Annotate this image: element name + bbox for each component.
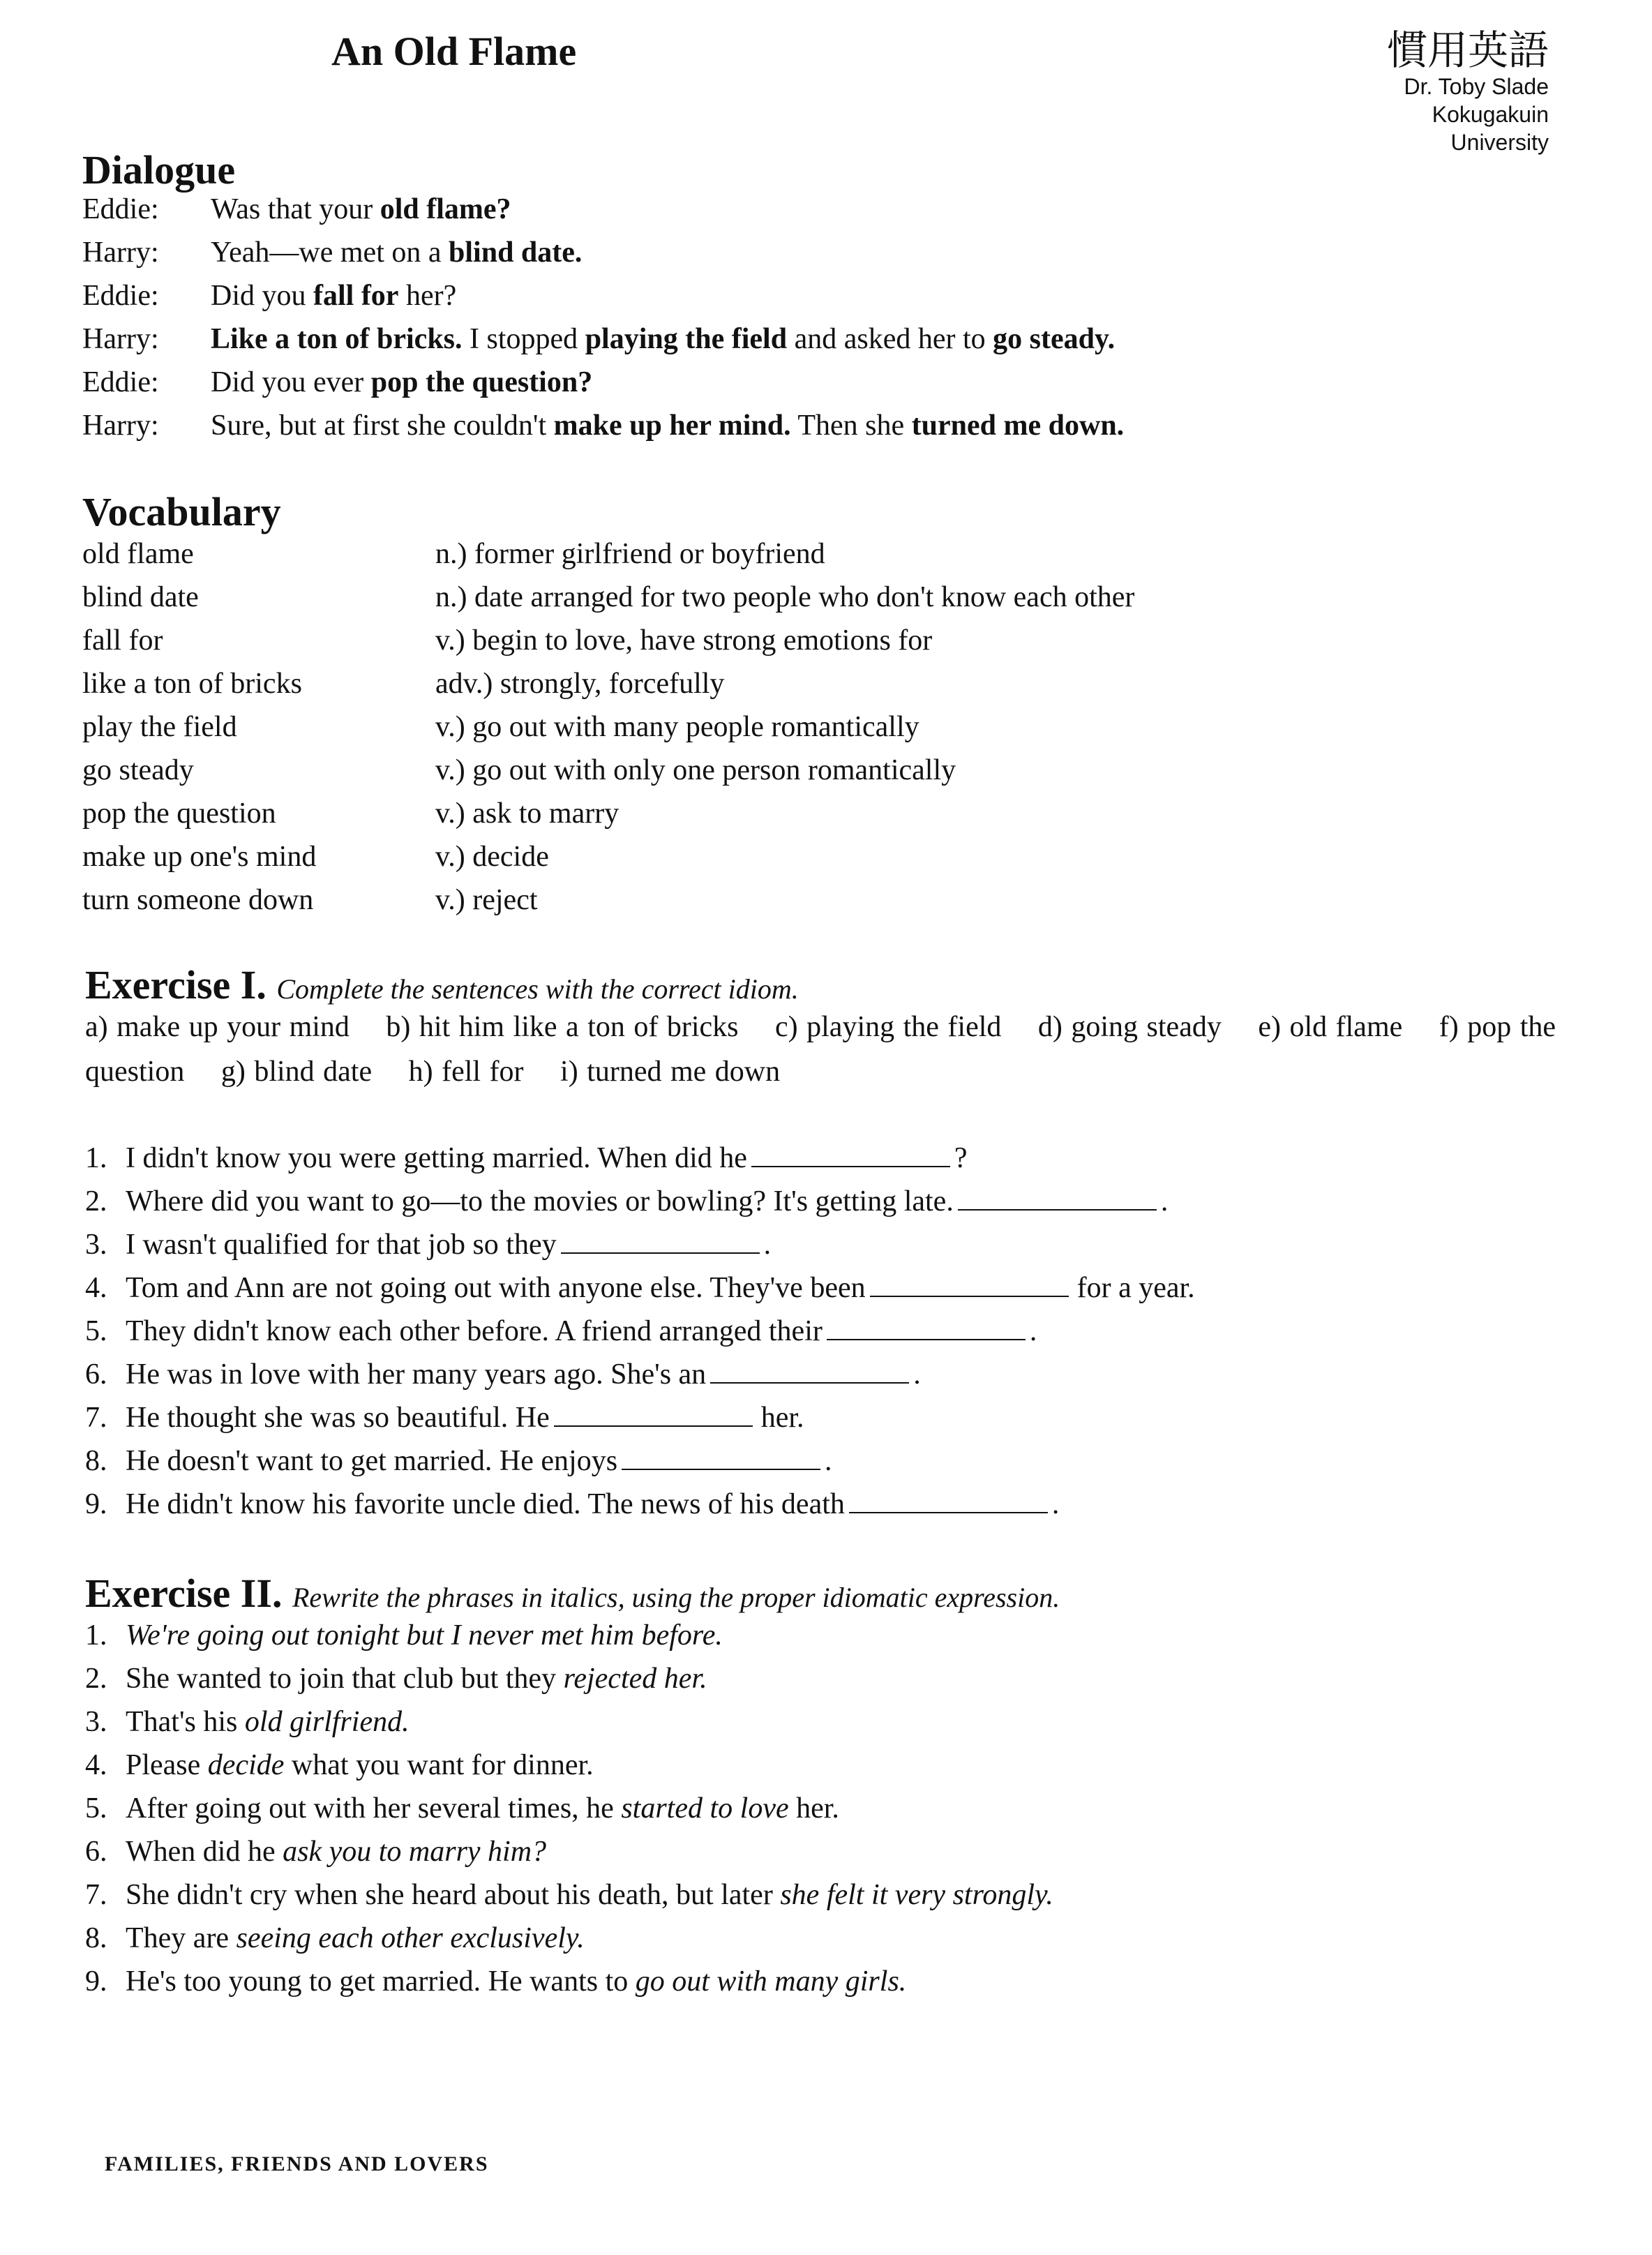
answer-blank xyxy=(561,1251,760,1254)
answer-blank xyxy=(622,1467,820,1470)
dialogue-line xyxy=(82,409,1124,452)
text-run: I stopped xyxy=(462,323,585,355)
italic-phrase: started to love xyxy=(621,1792,789,1825)
item-text: Tom and Ann are not going out with anyone else. They've been xyxy=(126,1272,866,1304)
idiom-choice: e) old flame xyxy=(1258,1011,1403,1043)
idiom-highlight: fall for xyxy=(313,280,399,312)
idiom-highlight: make up her mind. xyxy=(553,410,791,442)
exercise-1-item xyxy=(85,1358,1195,1401)
vocab-term: pop the question xyxy=(82,797,276,830)
item-text-after: . xyxy=(1160,1185,1169,1218)
dialogue-line xyxy=(82,236,1124,279)
dialogue-text xyxy=(211,322,1115,356)
idiom-choice: i) turned me down xyxy=(560,1056,781,1088)
exercise-1-heading: Exercise I. xyxy=(85,962,266,1007)
idiom-choice: g) blind date xyxy=(220,1056,373,1088)
italic-phrase: ask you to marry him? xyxy=(283,1836,547,1868)
course-name: 慣用英語 xyxy=(1386,27,1549,74)
speaker-label: Harry: xyxy=(82,323,159,355)
exercise-1-item xyxy=(85,1488,1195,1531)
item-text-after: ? xyxy=(954,1142,968,1174)
item-number: 5. xyxy=(85,1315,107,1347)
exercise-2-item xyxy=(85,1965,1053,2008)
exercise-1-item xyxy=(85,1228,1195,1271)
vocab-definition: n.) date arranged for two people who don't know each other xyxy=(435,581,1135,613)
idiom-highlight: Like a ton of bricks. xyxy=(211,323,463,355)
item-text-after: . xyxy=(763,1229,772,1261)
item-text-after: . xyxy=(1029,1315,1037,1347)
italic-phrase: We're going out tonight but I never met him before. xyxy=(126,1619,723,1651)
text-run: They are xyxy=(126,1922,236,1954)
vocab-definition: adv.) strongly, forcefully xyxy=(435,668,725,700)
item-text-after: for a year. xyxy=(1076,1272,1195,1304)
italic-phrase: old girlfriend. xyxy=(244,1706,410,1738)
vocab-definition: v.) go out with only one person romantically xyxy=(435,754,956,786)
item-number: 8. xyxy=(85,1445,107,1477)
answer-blank xyxy=(554,1424,753,1427)
speaker-label: Eddie: xyxy=(82,280,159,312)
speaker-label: Eddie: xyxy=(82,193,159,225)
dialogue-list xyxy=(82,193,1124,452)
dialogue-text xyxy=(211,279,456,313)
exercise-1-item xyxy=(85,1141,1195,1185)
text-run: Did you ever xyxy=(211,366,371,398)
item-text: Where did you want to go—to the movies or bowling? It's getting late. xyxy=(126,1185,954,1218)
item-text: They didn't know each other before. A friend arranged their xyxy=(126,1315,823,1347)
idiom-choice: c) playing the field xyxy=(775,1011,1002,1043)
exercise-2-item xyxy=(85,1662,1053,1705)
idiom-choice: h) fell for xyxy=(408,1056,524,1088)
vocab-row xyxy=(82,797,1134,840)
page-title: An Old Flame xyxy=(331,29,577,74)
vocab-term: like a ton of bricks xyxy=(82,668,302,700)
vocab-row xyxy=(82,840,1134,883)
page-footer: FAMILIES, FRIENDS AND LOVERS xyxy=(105,2152,489,2175)
item-number: 6. xyxy=(85,1836,107,1868)
dialogue-text xyxy=(211,366,592,399)
vocab-term: blind date xyxy=(82,581,199,613)
item-number: 3. xyxy=(85,1706,107,1738)
text-run: Did you xyxy=(211,280,313,312)
text-run: That's his xyxy=(126,1706,245,1738)
idiom-choice: b) hit him like a ton of bricks xyxy=(386,1011,739,1043)
dialogue-line xyxy=(82,322,1124,366)
text-run: He's too young to get married. He wants to xyxy=(126,1965,636,1998)
item-number: 9. xyxy=(85,1488,107,1520)
item-text: He was in love with her many years ago. She's an xyxy=(126,1358,707,1391)
item-number: 2. xyxy=(85,1663,107,1695)
exercise-1-choices xyxy=(85,1005,1585,1094)
vocab-definition: v.) reject xyxy=(435,884,538,916)
exercise-2-item xyxy=(85,1921,1053,1965)
speaker-label: Eddie: xyxy=(82,366,159,398)
vocab-definition: n.) former girlfriend or boyfriend xyxy=(435,538,825,570)
text-run: Then she xyxy=(790,410,912,442)
answer-blank xyxy=(751,1164,950,1167)
italic-phrase: rejected her. xyxy=(563,1663,707,1695)
answer-blank xyxy=(958,1208,1157,1211)
dialogue-line xyxy=(82,279,1124,322)
item-text: I didn't know you were getting married. When did he xyxy=(126,1142,747,1174)
exercise-1-item xyxy=(85,1271,1195,1314)
text-run: her. xyxy=(788,1792,839,1825)
exercise-1-item xyxy=(85,1314,1195,1358)
answer-blank xyxy=(849,1511,1048,1513)
dialogue-text xyxy=(211,236,582,269)
vocab-term: turn someone down xyxy=(82,884,314,916)
text-run: Yeah—we met on a xyxy=(211,237,449,269)
exercise-2-item xyxy=(85,1835,1053,1878)
exercise-1-item xyxy=(85,1401,1195,1444)
answer-blank xyxy=(710,1381,909,1384)
exercise-2-header xyxy=(85,1570,1060,1617)
idiom-highlight: blind date. xyxy=(449,237,583,269)
vocab-term: make up one's mind xyxy=(82,841,317,873)
item-number: 7. xyxy=(85,1879,107,1911)
vocabulary-heading: Vocabulary xyxy=(82,489,281,534)
item-text: I wasn't qualified for that job so they xyxy=(126,1229,557,1261)
item-text: He doesn't want to get married. He enjoys xyxy=(126,1445,618,1477)
text-run: After going out with her several times, he xyxy=(126,1792,622,1825)
vocab-row xyxy=(82,883,1134,927)
item-number: 8. xyxy=(85,1922,107,1954)
vocab-row xyxy=(82,580,1134,624)
vocab-row xyxy=(82,667,1134,710)
exercise-1-instruction: Complete the sentences with the correct idiom. xyxy=(276,973,799,1005)
text-run: When did he xyxy=(126,1836,283,1868)
text-run: She didn't cry when she heard about his death, but later xyxy=(126,1879,781,1911)
vocab-row xyxy=(82,754,1134,797)
vocab-term: old flame xyxy=(82,538,194,570)
institution-line-1: Kokugakuin xyxy=(1432,102,1549,127)
item-number: 1. xyxy=(85,1619,107,1651)
speaker-label: Harry: xyxy=(82,410,159,442)
exercise-2-item xyxy=(85,1878,1053,1921)
text-run: what you want for dinner. xyxy=(284,1749,594,1781)
course-header xyxy=(1387,28,1549,156)
idiom-highlight: old flame? xyxy=(380,193,511,225)
speaker-label: Harry: xyxy=(82,237,159,269)
vocabulary-list xyxy=(82,537,1134,927)
idiom-highlight: playing the field xyxy=(585,323,788,355)
exercise-1-item xyxy=(85,1444,1195,1488)
exercise-2-item xyxy=(85,1705,1053,1748)
vocab-term: play the field xyxy=(82,711,237,743)
item-number: 2. xyxy=(85,1185,107,1218)
answer-blank xyxy=(827,1338,1026,1340)
text-run: Sure, but at first she couldn't xyxy=(211,410,554,442)
text-run: and asked her to xyxy=(787,323,993,355)
exercise-2-item xyxy=(85,1792,1053,1835)
vocab-row xyxy=(82,710,1134,754)
vocab-row xyxy=(82,624,1134,667)
vocab-definition: v.) ask to marry xyxy=(435,797,620,830)
item-number: 3. xyxy=(85,1229,107,1261)
dialogue-heading: Dialogue xyxy=(82,147,236,193)
exercise-2-item xyxy=(85,1748,1053,1792)
vocab-term: go steady xyxy=(82,754,194,786)
item-text-after: her. xyxy=(760,1402,804,1434)
dialogue-line xyxy=(82,193,1124,236)
vocab-definition: v.) decide xyxy=(435,841,549,873)
exercise-2-item xyxy=(85,1619,1053,1662)
idiom-highlight: turned me down. xyxy=(911,410,1125,442)
italic-phrase: go out with many girls. xyxy=(635,1965,907,1998)
text-run: Was that your xyxy=(211,193,380,225)
vocab-definition: v.) go out with many people romantically xyxy=(435,711,919,743)
exercise-1-header xyxy=(85,961,799,1008)
text-run: her? xyxy=(398,280,457,312)
idiom-choice: a) make up your mind xyxy=(85,1011,350,1043)
item-number: 5. xyxy=(85,1792,107,1825)
exercise-2-heading: Exercise II. xyxy=(85,1571,283,1616)
institution-line-2: University xyxy=(1450,130,1549,155)
exercise-2-instruction: Rewrite the phrases in italics, using the proper idiomatic expression. xyxy=(292,1582,1060,1613)
text-run: Please xyxy=(126,1749,208,1781)
italic-phrase: decide xyxy=(207,1749,285,1781)
idiom-choice: d) going steady xyxy=(1037,1011,1222,1043)
exercise-1-item xyxy=(85,1185,1195,1228)
dialogue-text xyxy=(211,193,511,226)
answer-blank xyxy=(870,1294,1069,1297)
vocab-term: fall for xyxy=(82,624,163,657)
item-text-after: . xyxy=(1051,1488,1060,1520)
item-text-after: . xyxy=(825,1445,832,1477)
item-number: 4. xyxy=(85,1749,107,1781)
idiom-choice: f) pop the question xyxy=(85,1011,1556,1088)
dialogue-line xyxy=(82,366,1124,409)
italic-phrase: she felt it very strongly. xyxy=(780,1879,1053,1911)
item-number: 4. xyxy=(85,1272,107,1304)
item-number: 6. xyxy=(85,1358,107,1391)
item-text: He thought she was so beautiful. He xyxy=(126,1402,550,1434)
vocab-row xyxy=(82,537,1134,580)
item-number: 1. xyxy=(85,1142,107,1174)
item-number: 9. xyxy=(85,1965,107,1998)
vocab-definition: v.) begin to love, have strong emotions for xyxy=(435,624,933,657)
italic-phrase: seeing each other exclusively. xyxy=(236,1922,585,1954)
dialogue-text xyxy=(211,409,1124,442)
item-text-after: . xyxy=(913,1358,921,1391)
exercise-2-items xyxy=(85,1619,1053,2008)
author-name: Dr. Toby Slade xyxy=(1404,74,1549,99)
text-run: She wanted to join that club but they xyxy=(126,1663,564,1695)
idiom-highlight: go steady. xyxy=(993,323,1116,355)
item-text: He didn't know his favorite uncle died. The news of his death xyxy=(126,1488,845,1520)
exercise-1-items xyxy=(85,1141,1195,1531)
idiom-highlight: pop the question? xyxy=(370,366,593,398)
item-number: 7. xyxy=(85,1402,107,1434)
